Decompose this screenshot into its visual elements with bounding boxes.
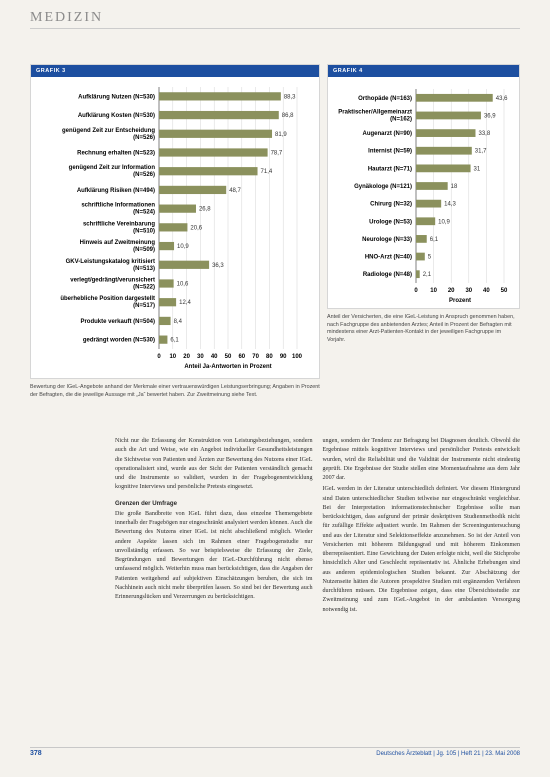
grafik-4-panel: [327, 64, 520, 309]
category-label: Hautarzt (N=71): [367, 166, 412, 173]
bar: [159, 92, 281, 100]
bar-value-label: 10,6: [176, 281, 189, 288]
x-tick-label: 40: [483, 288, 490, 294]
x-tick-label: 60: [238, 354, 246, 360]
x-axis-label: Anteil Ja-Antworten in Prozent: [184, 364, 272, 370]
journal-citation: Deutsches Ärzteblatt | Jg. 105 | Heft 21 | 23. Mai 2008: [376, 751, 520, 757]
category-label: Radiologe (N=48): [362, 272, 412, 279]
bar: [416, 94, 493, 102]
x-tick-label: 40: [210, 354, 218, 360]
bar: [416, 200, 441, 208]
bar-value-label: 20,6: [190, 225, 203, 232]
bar-value-label: 14,3: [444, 201, 456, 208]
grafik-3-title: GRAFIK 3: [36, 68, 66, 74]
bar-value-label: 81,9: [275, 131, 287, 138]
category-label: Gynäkologe (N=121): [354, 184, 412, 190]
x-tick-label: 70: [252, 354, 259, 360]
category-label: Aufklärung Nutzen (N=530): [78, 94, 155, 101]
bar-value-label: 71,4: [260, 169, 273, 176]
x-tick-label: 30: [465, 288, 473, 294]
bar-value-label: 5: [427, 254, 432, 261]
grafik-3-title-bar: [31, 65, 319, 77]
bar: [159, 223, 187, 231]
bar: [416, 235, 427, 243]
grafik-4-caption: Anteil der Versicherten, die eine IGeL-Leistung in Anspruch genommen haben, nach Fachgruppe des anbietenden Arztes; Anteil in Prozent der Befragten mit mindestens einer Arzt-Patienten-Kontakt in der jeweiligen Fachgruppe im Vorjahr.: [327, 314, 515, 344]
article-column-1: [115, 437, 313, 617]
category-label: Produkte verkauft (N=504): [80, 318, 155, 325]
bar: [159, 148, 268, 156]
grafik-4-chart: [328, 77, 521, 309]
bar: [159, 186, 226, 194]
x-tick-label: 50: [500, 288, 508, 294]
grafik-4-title: GRAFIK 4: [333, 68, 363, 74]
category-label: schriftliche Vereinbarung (N=510): [82, 221, 155, 235]
category-label: genügend Zeit zur Entscheidung (N=526): [62, 127, 155, 141]
bar-value-label: 88,3: [283, 94, 296, 101]
category-label: GKV-Leistungskatalog kritisiert (N=513): [65, 258, 155, 272]
bar-value-label: 6,1: [170, 337, 179, 344]
bar-value-label: 31: [473, 166, 481, 173]
category-label: Rechnung erhalten (N=523): [77, 150, 155, 157]
bar-value-label: 43,6: [495, 95, 508, 102]
bar: [416, 164, 471, 172]
bar: [416, 253, 425, 261]
bar-value-label: 12,4: [179, 300, 191, 307]
category-label: genügend Zeit zur Information (N=526): [68, 165, 155, 179]
category-label: Aufklärung Risiken (N=494): [76, 187, 155, 194]
x-tick-label: 20: [447, 288, 455, 294]
bar: [159, 317, 171, 325]
article-column-2: [323, 437, 521, 617]
bar: [416, 129, 475, 137]
paragraph: ungen, sondern der Tendenz zur Befragung bei Diagnosen deutlich. Obwohl die Ergebnisse mittels kognitiver Interviews und persönlicher Pretests entwickelt wurden, wird die Reliabilität und die Validität der Instrumente nicht eindeutig geprüft. Die Ergebnisse der Studie stellen eine Momentaufnahme aus dem Jahr 2007 dar.: [322, 438, 520, 481]
x-tick-label: 10: [430, 288, 437, 294]
bar: [416, 182, 448, 190]
bar-value-label: 8,4: [173, 318, 182, 325]
category-label: Urologe (N=53): [369, 219, 412, 226]
category-label: Aufklärung Kosten (N=530): [77, 113, 155, 120]
bar-value-label: 10,9: [438, 219, 450, 226]
category-label: verlegt/gedrängt/verunsichert (N=522): [70, 277, 155, 291]
category-label: überhebliche Position dargestellt (N=517): [60, 296, 155, 310]
bar-value-label: 78,7: [270, 150, 283, 157]
bar-value-label: 31,7: [474, 148, 487, 155]
x-tick-label: 10: [169, 354, 177, 360]
section-header: MEDIZIN: [30, 10, 104, 25]
bar: [159, 111, 279, 119]
section-heading: Grenzen der Umfrage: [115, 499, 177, 507]
x-tick-label: 0: [414, 288, 418, 294]
bar: [159, 336, 167, 344]
bar-value-label: 33,8: [478, 131, 491, 138]
header-rule: [30, 28, 520, 29]
bar-value-label: 86,8: [281, 113, 294, 120]
bar: [159, 298, 176, 306]
x-tick-label: 80: [266, 354, 273, 360]
bar-value-label: 36,9: [483, 113, 496, 120]
grafik-4-title-bar: [328, 65, 519, 77]
x-axis-label: Prozent: [448, 298, 472, 304]
category-label: Praktischer/Allgemeinarzt (N=162): [338, 109, 412, 123]
bar: [416, 112, 481, 120]
x-tick-label: 100: [291, 354, 303, 360]
category-label: schriftliche Informationen (N=524): [81, 202, 155, 216]
category-label: Internist (N=59): [368, 148, 412, 155]
category-label: gedrängt worden (N=530): [82, 337, 155, 344]
page-footer: [30, 747, 520, 763]
paragraph: Nicht nur die Erfassung der Konstruktion von Leistungsbeziehungen, sondern auch die Art und Weise, wie ein Angebot individueller Gesundheitsleistungen die Sichtweise von Patienten und Ärzten zur Bewertung des Nutzens einer IGeL operationalisiert sind, wurde aus der Sicht der Patienten verständlich gemacht und die Instrumente so validiert, wurden in der Fragebogenentwicklung kognitive Interviews und persönliche Pretests eingesetzt.: [115, 438, 313, 491]
bar: [416, 270, 420, 278]
category-label: HNO-Arzt (N=40): [364, 254, 412, 261]
category-label: Augenarzt (N=90): [362, 131, 412, 138]
bar: [159, 205, 196, 213]
category-label: Neurologe (N=33): [362, 236, 412, 243]
grafik-3-caption: Bewertung der IGeL-Angebote anhand der Merkmale einer vertrauenswürdigen Leistungserbringung; Angaben in Prozent der Befragten, die die jeweilige Aussage mit „Ja“ bewertet haben. Zur Zweitmeinung siehe Text.: [30, 384, 320, 398]
bar-value-label: 26,8: [198, 206, 211, 213]
x-tick-label: 30: [197, 354, 204, 360]
x-tick-label: 50: [224, 354, 232, 360]
category-label: Hinweis auf Zweitmeinung (N=509): [79, 240, 155, 254]
bar-value-label: 36,3: [212, 262, 224, 269]
bar: [159, 242, 174, 250]
paragraph: Die große Bandbreite von IGeL führt dazu, dass einzelne Themengebiete innerhalb der Fragebögen nur eingeschränkt analysiert werden können. Auch die Bewertung des Nutzens einer IGeL ist nicht abschließend möglich. Wieder andere Aspekte lassen sich im Rahmen einer Fragebogenstudie nur unvollständig erfassen. So war beispielsweise die Erfassung der Ziele, Begründungen und Bewertungen der IGeL-Durchführung nicht ebenso umfassend möglich. Weiterhin muss man berücksichtigen, dass die Angaben der Patienten weitgehend auf subjektiven Einschätzungen beruhen, die sich im Nachhinein auch nicht mehr überprüfen lassen. So sind bei der Bewertung auch Erinnerungslücken und Verzerrungen zu berücksichtigen.: [115, 510, 313, 600]
bar: [159, 279, 174, 287]
bar: [159, 130, 272, 138]
bar: [159, 261, 209, 269]
paragraph: IGeL werden in der Literatur unterschiedlich definiert. Vor diesem Hintergrund sind Daten unterschiedlicher Studien teilweise nur eingeschränkt vergleichbar. Bei der Interpretation informationstechnischer Ergebnisse sollte man berücksichtigen, dass aufgrund der primär deskriptiven Studienmethodik nicht für zufällige Effekte adjustiert wurde. Im Rahmen der Screeninguntersuchung und aus der Literatur sind Selektionseffekte anzunehmen. So ist der Anteil von Versicherten mit höherem Bildungsgrad und mit höherem Einkommen überrepräsentiert. Eine Gewichtung der Daten erfolgte nicht, weil die Stichprobe hinsichtlich Alter und Geschlecht repräsentativ ist. Ähnliche Erhebungen sind aus anderen epidemiologischen Studien bekannt. Zur Abschätzung der Nutzenseite hätten die Autoren prospektive Studien mit ergänzenden Verfahren durchführen müssen. Die Ergebnisse zeigen, dass eine Übersichtsstudie zur Zweitmeinung und zum IGeL-Angebot in der ambulanten Versorgung notwendig ist.: [322, 486, 520, 613]
bar-value-label: 48,7: [229, 187, 241, 194]
x-tick-label: 0: [157, 354, 161, 360]
grafik-3-chart: [31, 77, 321, 379]
article-body: [115, 437, 520, 617]
bar-value-label: 10,9: [177, 244, 189, 251]
bar-value-label: 18: [450, 184, 458, 190]
x-tick-label: 20: [183, 354, 190, 360]
bar: [159, 167, 258, 175]
category-label: Chirurg (N=32): [370, 201, 412, 208]
page-number: 378: [30, 750, 42, 757]
bar-value-label: 2,1: [422, 272, 432, 279]
category-label: Orthopäde (N=163): [358, 95, 412, 102]
bar: [416, 217, 435, 225]
x-tick-label: 90: [279, 354, 287, 360]
bar-value-label: 6,1: [429, 236, 439, 243]
bar: [416, 147, 472, 155]
grafik-3-panel: [30, 64, 320, 379]
